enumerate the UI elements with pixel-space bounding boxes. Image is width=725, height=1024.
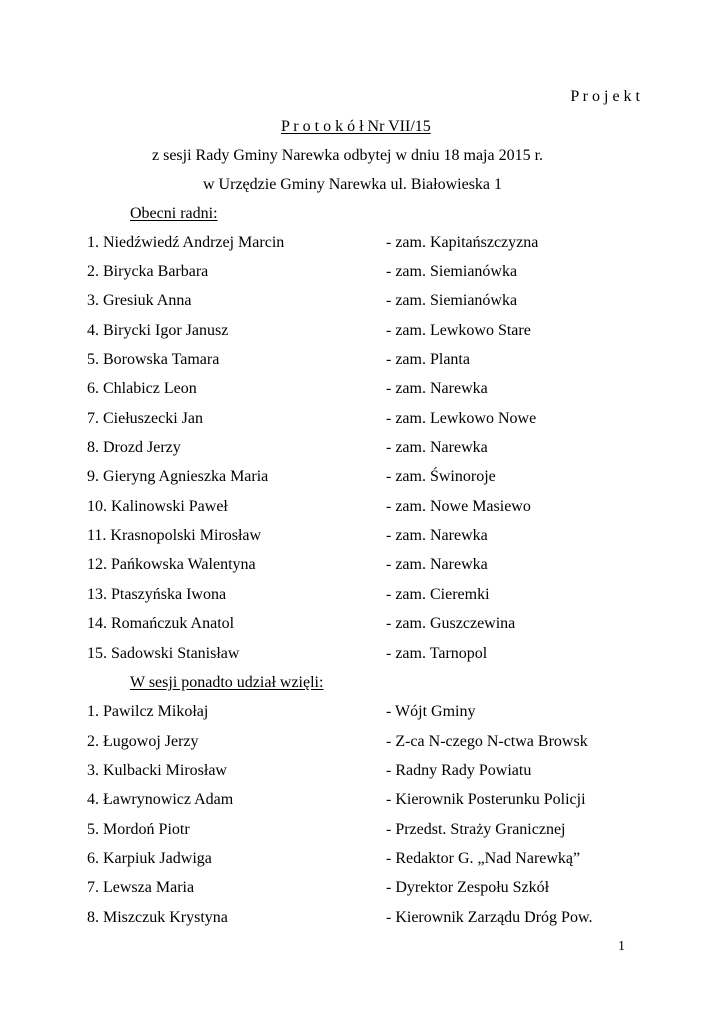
guest-row [0,731,725,753]
councillor-row [0,584,725,606]
councillor-row [0,232,725,254]
councillor-row [0,554,725,576]
guest-row [0,789,725,811]
guest-role: - Wójt Gminy [386,703,476,720]
guest-role: - Dyrektor Zespołu Szkół [386,879,550,896]
councillor-name: 11. Krasnopolski Mirosław [87,527,262,544]
project-label: P r o j e k t [570,88,640,105]
councillor-residence: - zam. Narewka [386,527,488,544]
guest-row [0,701,725,723]
councillor-residence: - zam. Narewka [386,439,488,456]
page-number: 1 [618,939,625,954]
councillor-residence: - zam. Siemianówka [386,292,518,309]
councillor-name: 13. Ptaszyńska Iwona [87,586,227,603]
guest-name: 3. Kulbacki Mirosław [87,762,227,779]
councillor-name: 9. Gieryng Agnieszka Maria [87,468,269,485]
councillor-residence: - zam. Lewkowo Nowe [386,410,537,427]
councillor-residence: - zam. Lewkowo Stare [386,322,531,339]
councillor-row [0,349,725,371]
document-title: P r o t o k ó ł Nr VII/15 [281,118,431,135]
guest-name: 2. Ługowoj Jerzy [87,733,199,750]
councillor-residence: - zam. Nowe Masiewo [386,498,531,515]
councillor-name: 12. Pańkowska Walentyna [87,556,256,573]
councillor-name: 4. Birycki Igor Janusz [87,322,229,339]
councillor-row [0,466,725,488]
councillor-name: 10. Kalinowski Paweł [87,498,228,515]
councillor-name: 7. Ciełuszecki Jan [87,410,203,427]
councillor-residence: - zam. Kapitańszczyzna [386,234,539,251]
councillor-row [0,613,725,635]
councillor-residence: - zam. Tarnopol [386,645,488,662]
guest-role: - Z-ca N-czego N-ctwa Browsk [386,733,588,750]
councillor-row [0,525,725,547]
guest-row [0,907,725,929]
councillor-name: 2. Birycka Barbara [87,263,209,280]
councillor-name: 14. Romańczuk Anatol [87,615,235,632]
guest-role: - Redaktor G. „Nad Narewką” [386,850,581,867]
councillor-name: 3. Gresiuk Anna [87,292,192,309]
guest-name: 1. Pawilcz Mikołaj [87,703,209,720]
document-location: w Urzędzie Gminy Narewka ul. Białowieska 1 [203,176,503,193]
councillor-residence: - zam. Świnoroje [386,468,496,485]
guest-role: - Przedst. Straży Granicznej [386,821,566,838]
guest-role: - Kierownik Posterunku Policji [386,791,586,808]
councillors-heading: Obecni radni: [130,205,218,222]
councillor-row [0,320,725,342]
document-subtitle: z sesji Rady Gminy Narewka odbytej w dniu 18 maja 2015 r. [152,147,544,164]
guest-role: - Radny Rady Powiatu [386,762,532,779]
councillor-row [0,290,725,312]
councillor-name: 6. Chlabicz Leon [87,380,197,397]
councillor-name: 1. Niedźwiedź Andrzej Marcin [87,234,285,251]
councillor-row [0,496,725,518]
councillor-name: 5. Borowska Tamara [87,351,220,368]
guest-row [0,848,725,870]
councillor-residence: - zam. Narewka [386,556,488,573]
guests-heading: W sesji ponadto udział wzięli: [130,674,324,691]
councillor-residence: - zam. Cieremki [386,586,490,603]
guest-name: 5. Mordoń Piotr [87,821,190,838]
guest-row [0,760,725,782]
councillor-row [0,437,725,459]
guest-name: 8. Miszczuk Krystyna [87,909,228,926]
councillor-row [0,408,725,430]
councillor-name: 15. Sadowski Stanisław [87,645,240,662]
guest-row [0,819,725,841]
guest-name: 6. Karpiuk Jadwiga [87,850,212,867]
councillor-residence: - zam. Guszczewina [386,615,516,632]
councillor-name: 8. Drozd Jerzy [87,439,181,456]
councillor-row [0,378,725,400]
guest-role: - Kierownik Zarządu Dróg Pow. [386,909,593,926]
guest-row [0,877,725,899]
councillor-residence: - zam. Planta [386,351,470,368]
councillor-row [0,261,725,283]
councillor-residence: - zam. Narewka [386,380,488,397]
guest-name: 7. Lewsza Maria [87,879,195,896]
councillor-residence: - zam. Siemianówka [386,263,518,280]
guest-name: 4. Ławrynowicz Adam [87,791,234,808]
councillor-row [0,643,725,665]
